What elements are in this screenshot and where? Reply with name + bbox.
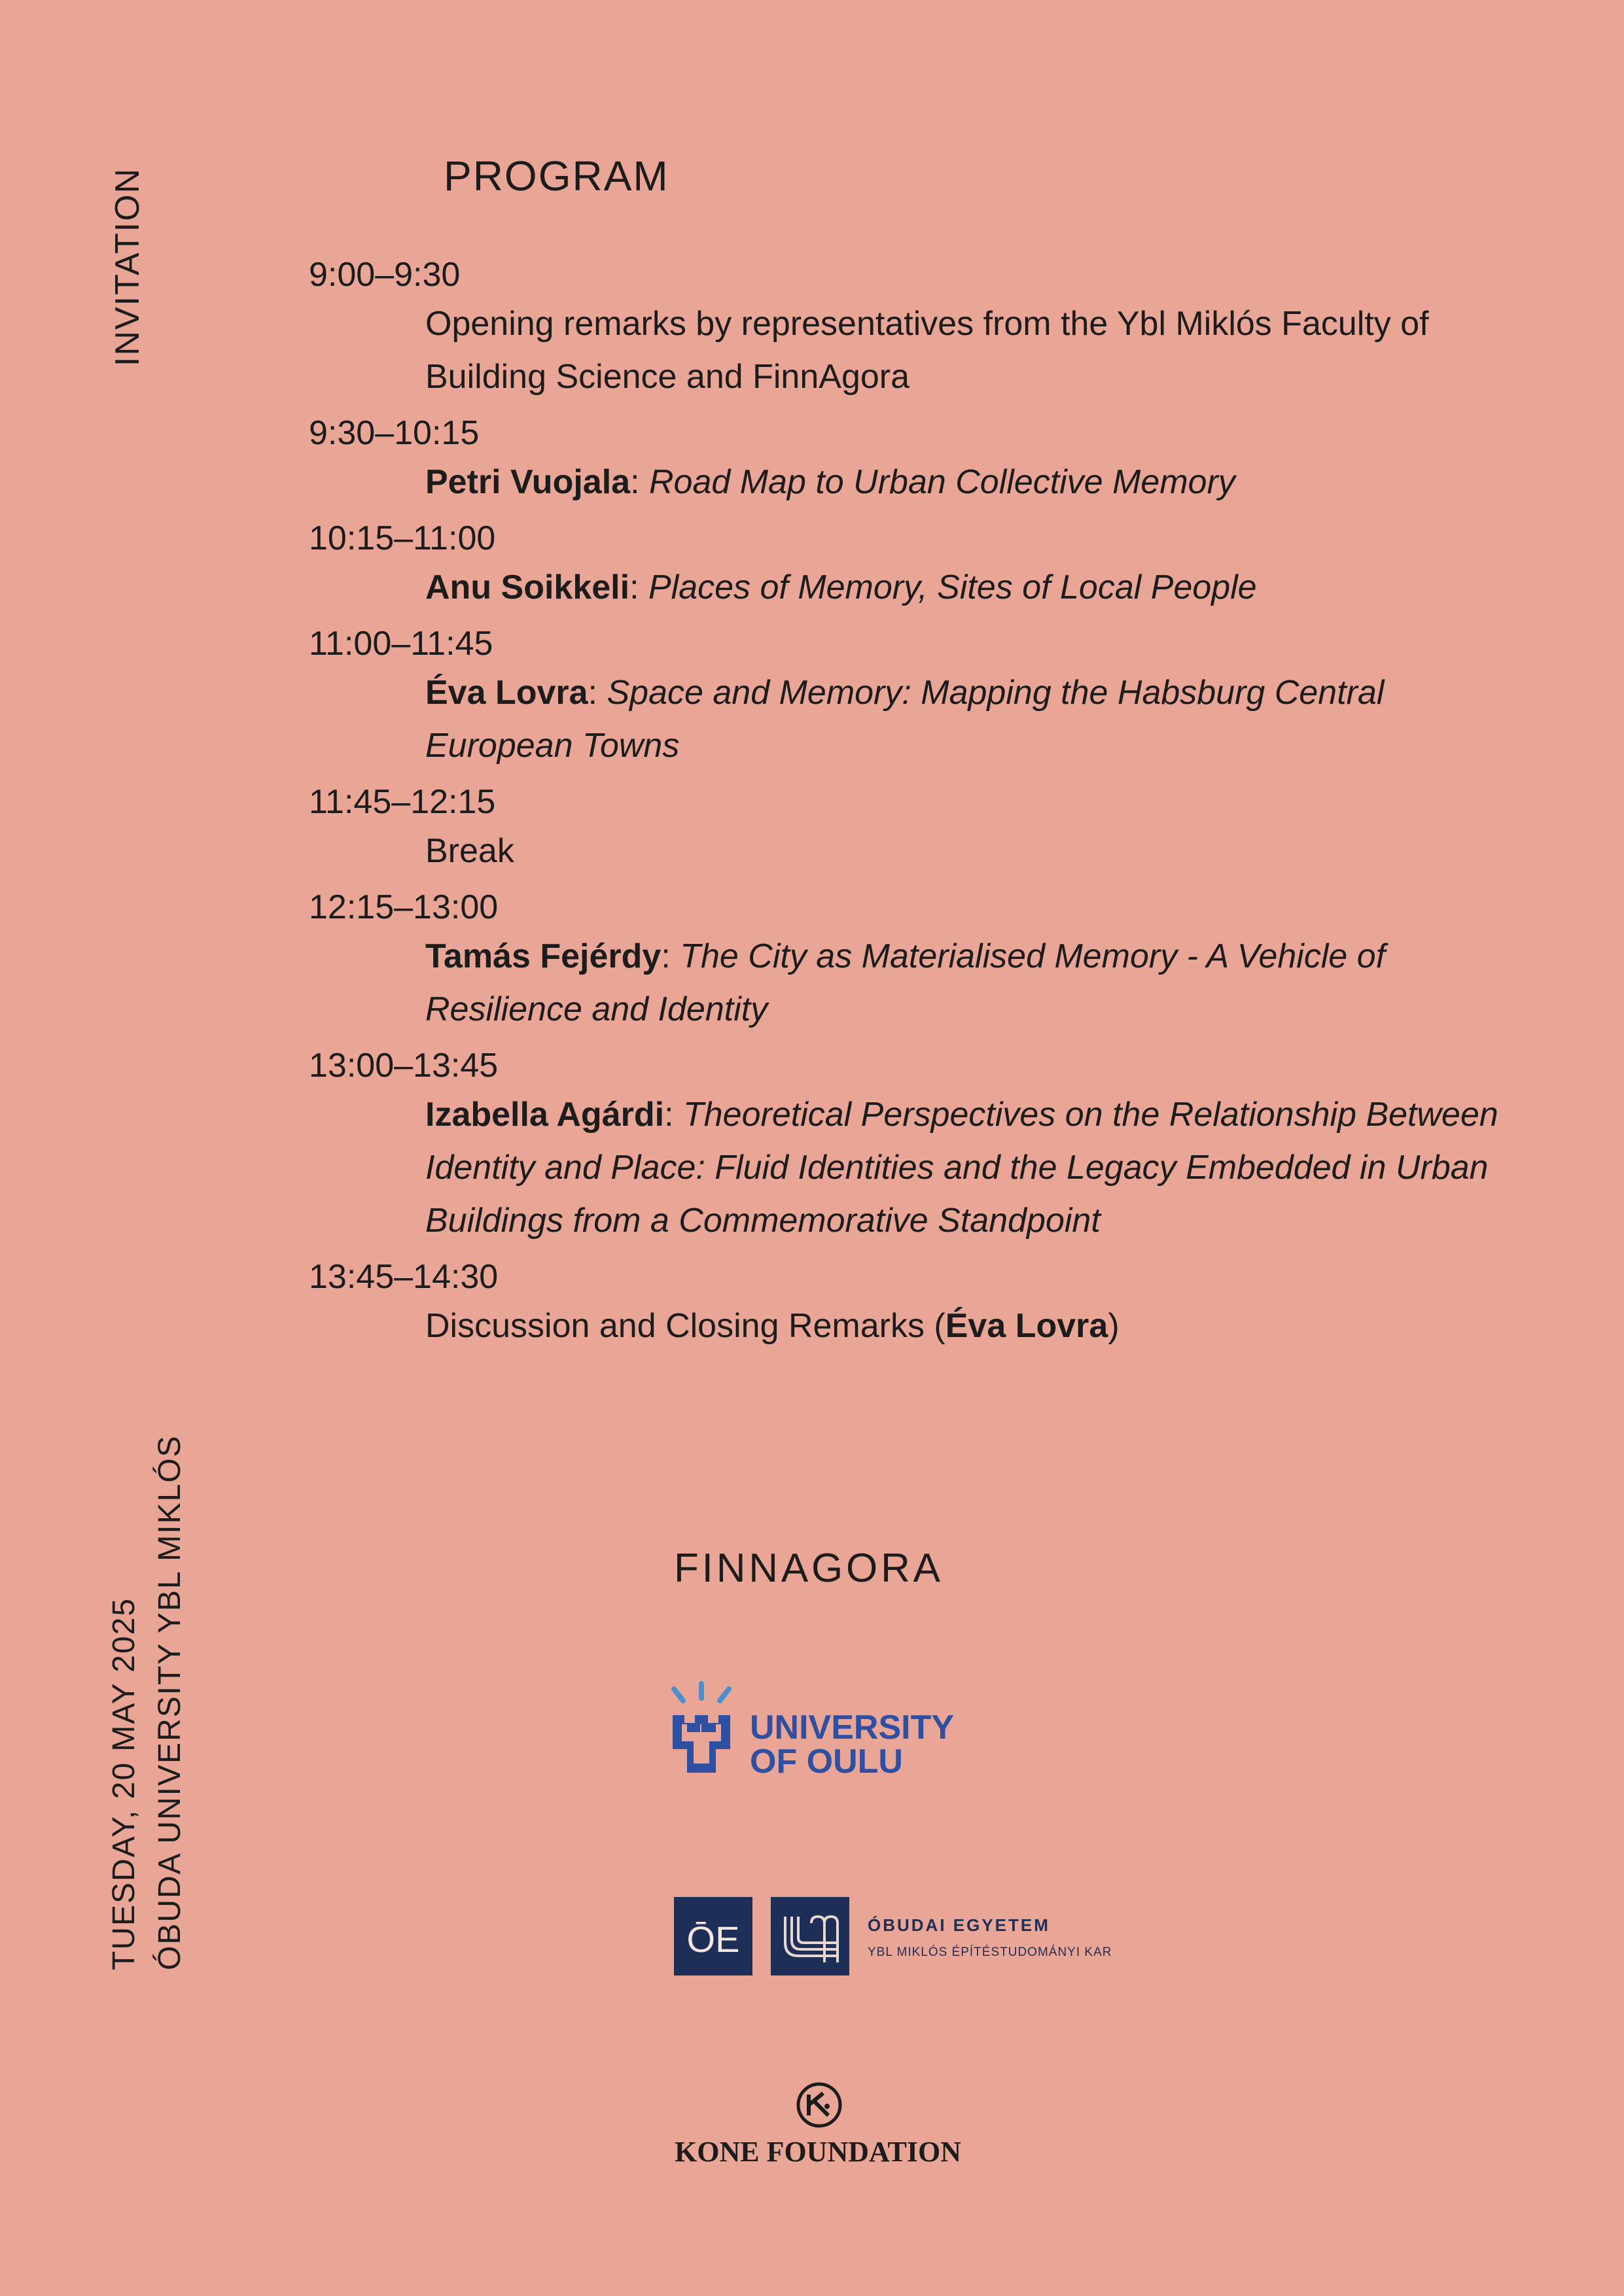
slot-time: 12:15–13:00 [309,888,499,926]
slot-description: Izabella Agárdi: Theoretical Perspectives on the Relationship Between Identity and Place: Fluid Identities and the Legacy Embedded in Urban Buildings from a Commemorative Standpoint [425,1096,1498,1240]
slot-time: 11:45–12:15 [309,783,496,821]
talk-title: Road Map to Urban Collective Memory [648,463,1235,501]
talk-title: Theoretical Perspectives on the Relationship Between Identity and Place: Fluid Identities and the Legacy Embedded in Urban Buildings from a Commemorative Standpoint [425,1096,1498,1240]
speaker-name: Tamás Fejérdy [425,937,662,975]
program-slot [309,1043,1519,1247]
speaker-name: Éva Lovra [945,1307,1108,1345]
talk-title: The City as Materialised Memory - A Vehicle of Resilience and Identity [425,937,1386,1028]
talk-title: Space and Memory: Mapping the Habsburg Central European Towns [425,674,1385,765]
kone-foundation-logo [667,2080,968,2172]
finnagora-wordmark: FINNAGORA [674,1546,945,1590]
program-slot [309,515,1519,614]
program-slot [309,884,1519,1036]
speaker-name: Izabella Agárdi [425,1096,665,1134]
talk-title: Places of Memory, Sites of Local People [648,568,1257,606]
speaker-name: Anu Soikkeli [425,568,630,606]
oulu-rays-icon [674,1684,729,1701]
slot-description: Break [425,832,514,870]
program-slot [309,1254,1519,1353]
finnagora-logo [674,1544,949,1590]
slot-description: Opening remarks by representatives from the Ybl Miklós Faculty of Building Science and FinnAgora [425,305,1429,396]
closing-suffix: ) [1108,1307,1120,1345]
slot-time: 13:45–14:30 [309,1258,499,1296]
slot-description [425,1300,1519,1353]
program-title: PROGRAM [444,152,669,200]
program-slot [309,252,1519,404]
event-venue: ÓBUDA UNIVERSITY YBL MIKLÓS [152,1435,187,1970]
slot-time: 9:00–9:30 [309,256,461,294]
speaker-name: Petri Vuojala [425,463,631,501]
kone-emblem-icon [798,2084,840,2126]
oulu-castle-icon [673,1715,730,1773]
obuda-university-name: ÓBUDAI EGYETEM [868,1915,1050,1935]
closing-prefix: Discussion and Closing Remarks ( [425,1307,945,1345]
obuda-oe-mark: ŌE [686,1919,740,1960]
speaker-name: Éva Lovra [425,674,588,712]
program-slot [309,621,1519,773]
program-slot [309,410,1519,509]
obuda-faculty-name: YBL MIKLÓS ÉPÍTÉSTUDOMÁNYI KAR [868,1945,1112,1959]
university-of-oulu-logo [669,1681,957,1779]
oulu-name-line2: OF OULU [750,1743,903,1779]
slot-description: Petri Vuojala: Road Map to Urban Collective Memory [425,463,1235,501]
slot-time: 11:00–11:45 [309,625,493,663]
event-date: TUESDAY, 20 MAY 2025 [107,1597,141,1970]
slot-description: Éva Lovra: Space and Memory: Mapping the Habsburg Central European Towns [425,674,1385,765]
program-schedule [309,252,1519,1359]
slot-time: 9:30–10:15 [309,414,480,452]
slot-time: 10:15–11:00 [309,519,496,557]
invitation-label: INVITATION [109,167,147,366]
oulu-name-line1: UNIVERSITY [750,1709,955,1747]
kone-foundation-name: KONE FOUNDATION [675,2136,961,2168]
slot-description: Anu Soikkeli: Places of Memory, Sites of Local People [425,568,1257,606]
program-slot [309,779,1519,878]
slot-description: Tamás Fejérdy: The City as Materialised Memory - A Vehicle of Resilience and Identity [425,937,1386,1028]
slot-time: 13:00–13:45 [309,1047,499,1085]
obuda-university-logo [674,1897,1132,1982]
